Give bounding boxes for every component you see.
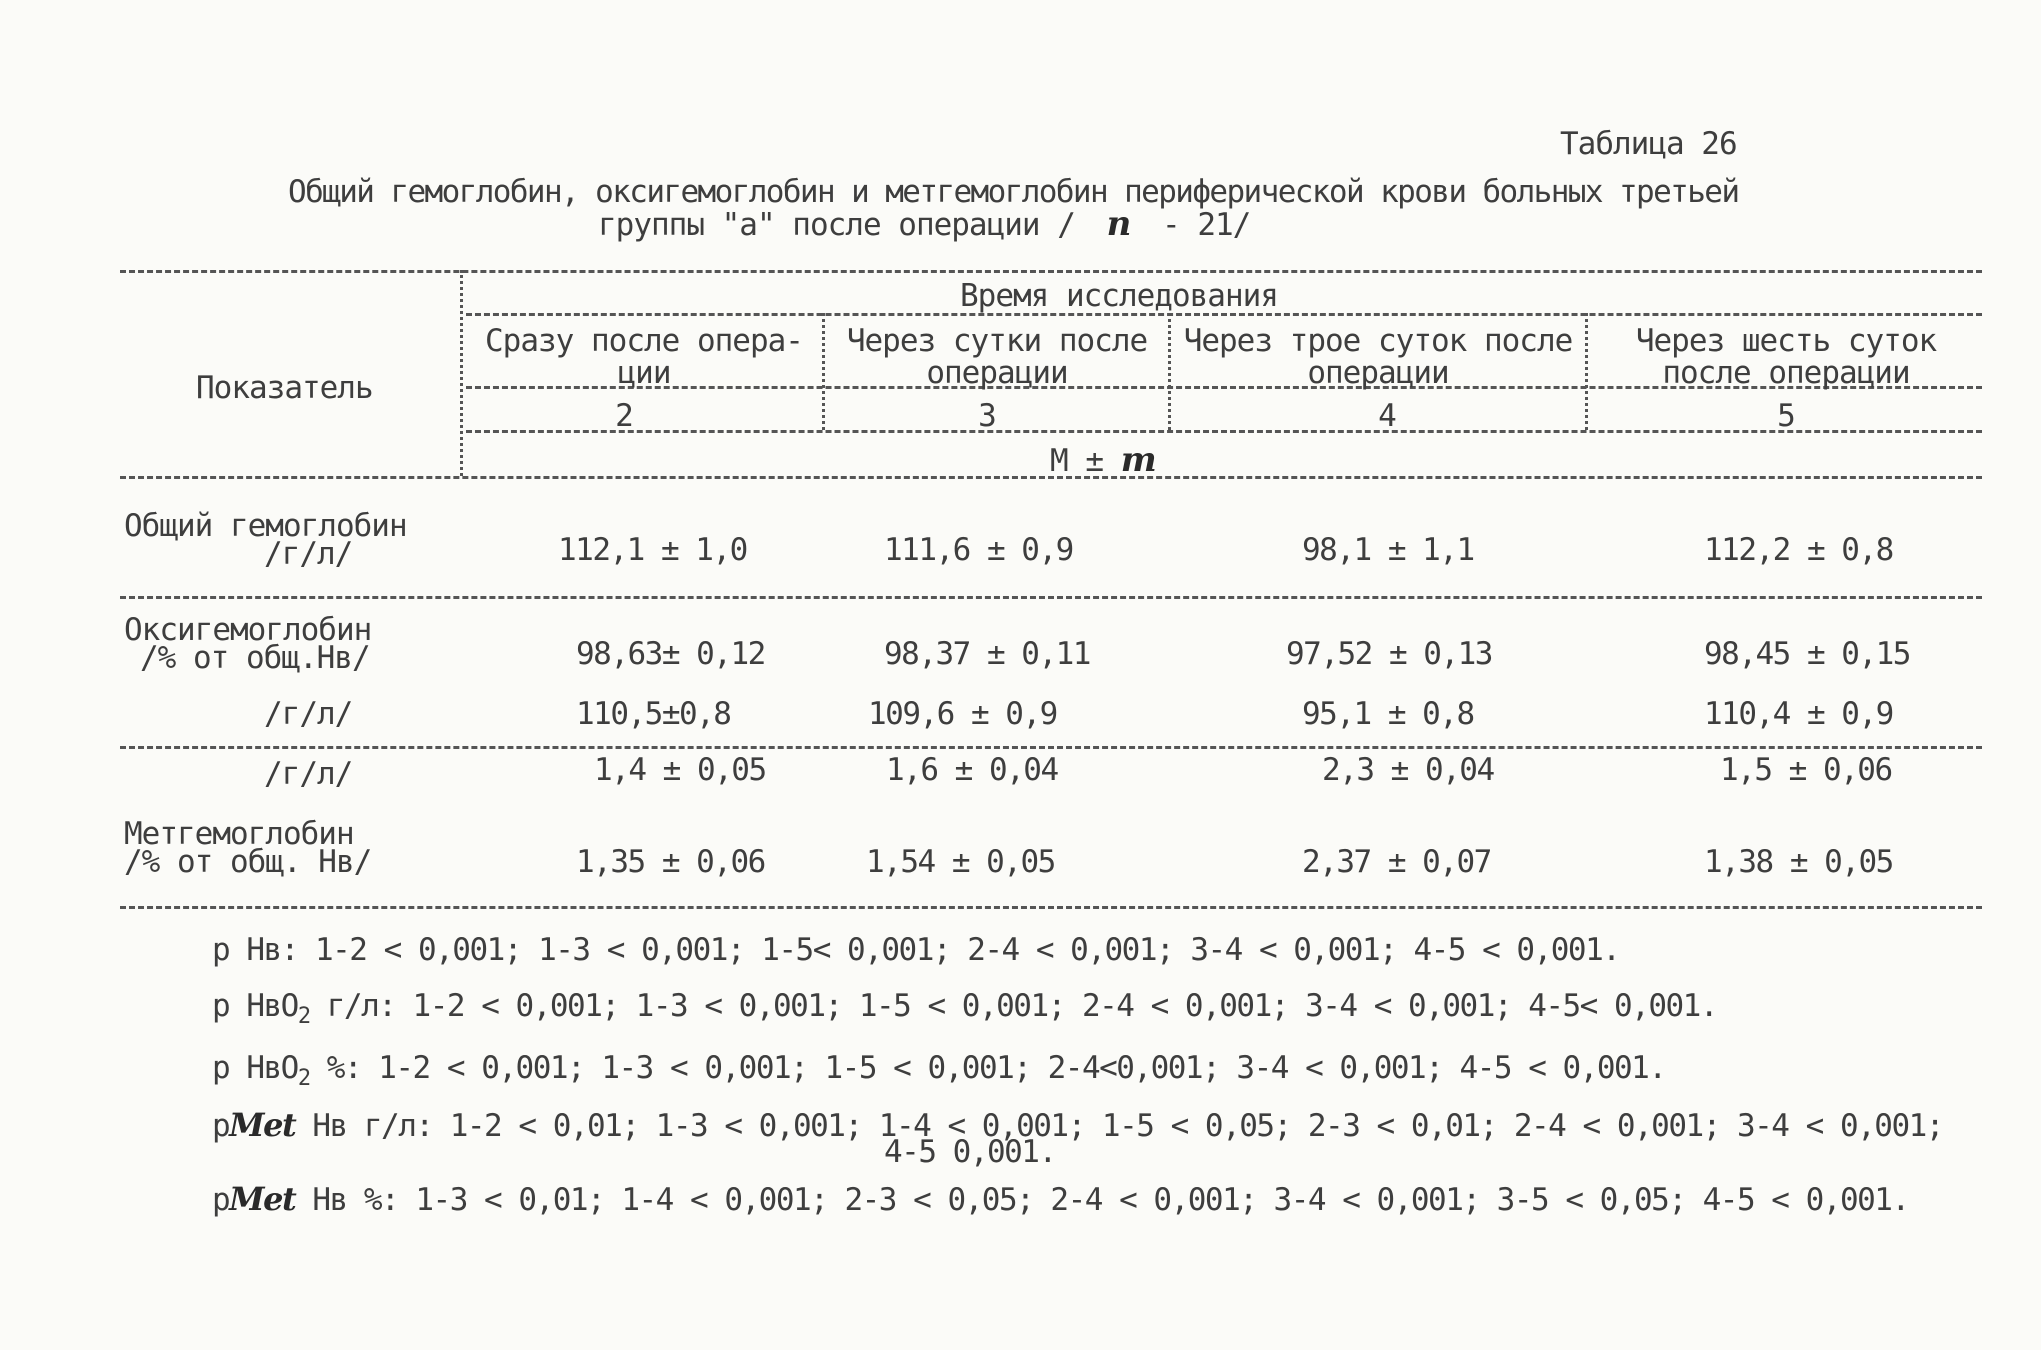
footnote-hbo2-gl	[212, 988, 1717, 1029]
header-col4-num: 4	[1378, 398, 1396, 434]
footnote-methb-pct	[212, 1180, 1909, 1218]
footnote-hbo2-pct-pre: р НвО	[212, 1050, 298, 1086]
footnote-methb-pct-met: Met	[229, 1180, 296, 1218]
vsep-indicator	[460, 270, 463, 476]
row1-col4: 98,1 ± 1,1	[1302, 532, 1474, 568]
row2-col3: 98,37 ± 0,11	[884, 636, 1090, 672]
footnote-methb-pct-post: Нв %: 1-3 < 0,01; 1-4 < 0,001; 2-3 < 0,05; 2-4 < 0,001; 3-4 < 0,001; 3-5 < 0,05; 4-5 < 0,001.	[295, 1182, 1909, 1218]
header-col5-num: 5	[1777, 398, 1795, 434]
footnote-hbo2-pct-post: %: 1-2 < 0,001; 1-3 < 0,001; 1-5 < 0,001; 2-4<0,001; 3-4 < 0,001; 4-5 < 0,001.	[309, 1050, 1666, 1086]
stat-pm: ±	[1085, 443, 1104, 479]
rule-bottom	[120, 906, 1982, 909]
row5-col2: 1,35 ± 0,06	[576, 844, 765, 880]
footnote-hb: р Нв: 1-2 < 0,001; 1-3 < 0,001; 1-5< 0,001; 2-4 < 0,001; 3-4 < 0,001; 4-5 < 0,001.	[212, 932, 1620, 968]
footnote-methb-gl-p: р	[212, 1108, 230, 1144]
header-col3-l1: Через сутки после	[846, 323, 1148, 359]
row5-label2: /% от общ. Нв/	[124, 844, 372, 880]
row3-label2: /г/л/	[264, 696, 353, 732]
row2-label2: /% от общ.Нв/	[140, 640, 370, 676]
row5-col5: 1,38 ± 0,05	[1704, 844, 1893, 880]
row4-col5: 1,5 ± 0,06	[1720, 752, 1892, 788]
stat-M: M	[1050, 443, 1068, 479]
row1-col2: 112,1 ± 1,0	[558, 532, 747, 568]
header-col3-l2: операции	[926, 355, 1068, 391]
row3-col4: 95,1 ± 0,8	[1302, 696, 1474, 732]
row1-col5: 112,2 ± 0,8	[1704, 532, 1893, 568]
row3-col5: 110,4 ± 0,9	[1704, 696, 1893, 732]
footnote-methb-gl-met: Met	[229, 1106, 296, 1144]
vsep-col3	[1168, 313, 1171, 430]
footnote-hbo2-pct	[212, 1050, 1666, 1091]
row4-col2: 1,4 ± 0,05	[594, 752, 766, 788]
footnote-methb-gl-cont: 4-5 0,001.	[884, 1134, 1056, 1170]
header-time: Время исследования	[960, 278, 1278, 314]
row1-label1: Общий гемоглобин	[124, 508, 407, 544]
header-col5-l1: Через шесть суток	[1635, 323, 1937, 359]
row1-col3: 111,6 ± 0,9	[884, 532, 1073, 568]
rule-top	[120, 270, 1982, 273]
table-title-line1: Общий гемоглобин, оксигемоглобин и метгемоглобин периферической крови больных третьей	[288, 174, 1739, 210]
header-col5-l2: после операции	[1662, 355, 1910, 391]
header-col2-num: 2	[615, 398, 633, 434]
stat-m: m	[1120, 440, 1156, 480]
footnote-hbo2-pct-sub: 2	[297, 1066, 310, 1092]
footnote-methb-gl	[212, 1106, 1943, 1144]
table-title-line2	[598, 204, 1250, 244]
row5-label1: Метгемоглобин	[124, 816, 354, 852]
footnote-methb-pct-p: р	[212, 1182, 230, 1218]
header-col4-l2: операции	[1307, 355, 1449, 391]
row3-col2: 110,5±0,8	[576, 696, 731, 732]
rule-row1	[120, 596, 1982, 599]
row5-col4: 2,37 ± 0,07	[1302, 844, 1491, 880]
header-indicator: Показатель	[196, 370, 373, 406]
header-col3-num: 3	[978, 398, 996, 434]
header-col4-l1: Через трое суток после	[1183, 323, 1573, 359]
row2-col2: 98,63± 0,12	[576, 636, 765, 672]
row2-col4: 97,52 ± 0,13	[1286, 636, 1492, 672]
footnote-hbo2-gl-post: г/л: 1-2 < 0,001; 1-3 < 0,001; 1-5 < 0,001; 2-4 < 0,001; 3-4 < 0,001; 4-5< 0,001.	[309, 988, 1717, 1024]
vsep-col2	[822, 313, 825, 430]
row4-col4: 2,3 ± 0,04	[1322, 752, 1494, 788]
header-stat	[1050, 440, 1156, 480]
row1-label2: /г/л/	[264, 536, 353, 572]
title-line2-prefix: группы "а" после операции /	[598, 207, 1075, 243]
title-line2-suffix: - 21/	[1162, 207, 1251, 243]
footnote-hbo2-gl-sub: 2	[297, 1004, 310, 1030]
header-col2-l1: Сразу после опера-	[485, 323, 803, 359]
row5-col3: 1,54 ± 0,05	[866, 844, 1055, 880]
header-col2-l2: ции	[617, 355, 671, 391]
rule-row3	[120, 746, 1982, 749]
footnote-methb-gl-post: Нв г/л: 1-2 < 0,01; 1-3 < 0,001; 1-4 < 0,001; 1-5 < 0,05; 2-3 < 0,01; 2-4 < 0,001; 3-4 < 0,001;	[295, 1108, 1943, 1144]
row2-label1: Оксигемоглобин	[124, 612, 372, 648]
row3-col3: 109,6 ± 0,9	[868, 696, 1057, 732]
row2-col5: 98,45 ± 0,15	[1704, 636, 1910, 672]
table-label: Таблица 26	[1560, 126, 1737, 162]
footnote-hbo2-gl-pre: р НвО	[212, 988, 298, 1024]
title-n: n	[1106, 204, 1131, 244]
row4-label2: /г/л/	[264, 756, 353, 792]
row4-col3: 1,6 ± 0,04	[886, 752, 1058, 788]
